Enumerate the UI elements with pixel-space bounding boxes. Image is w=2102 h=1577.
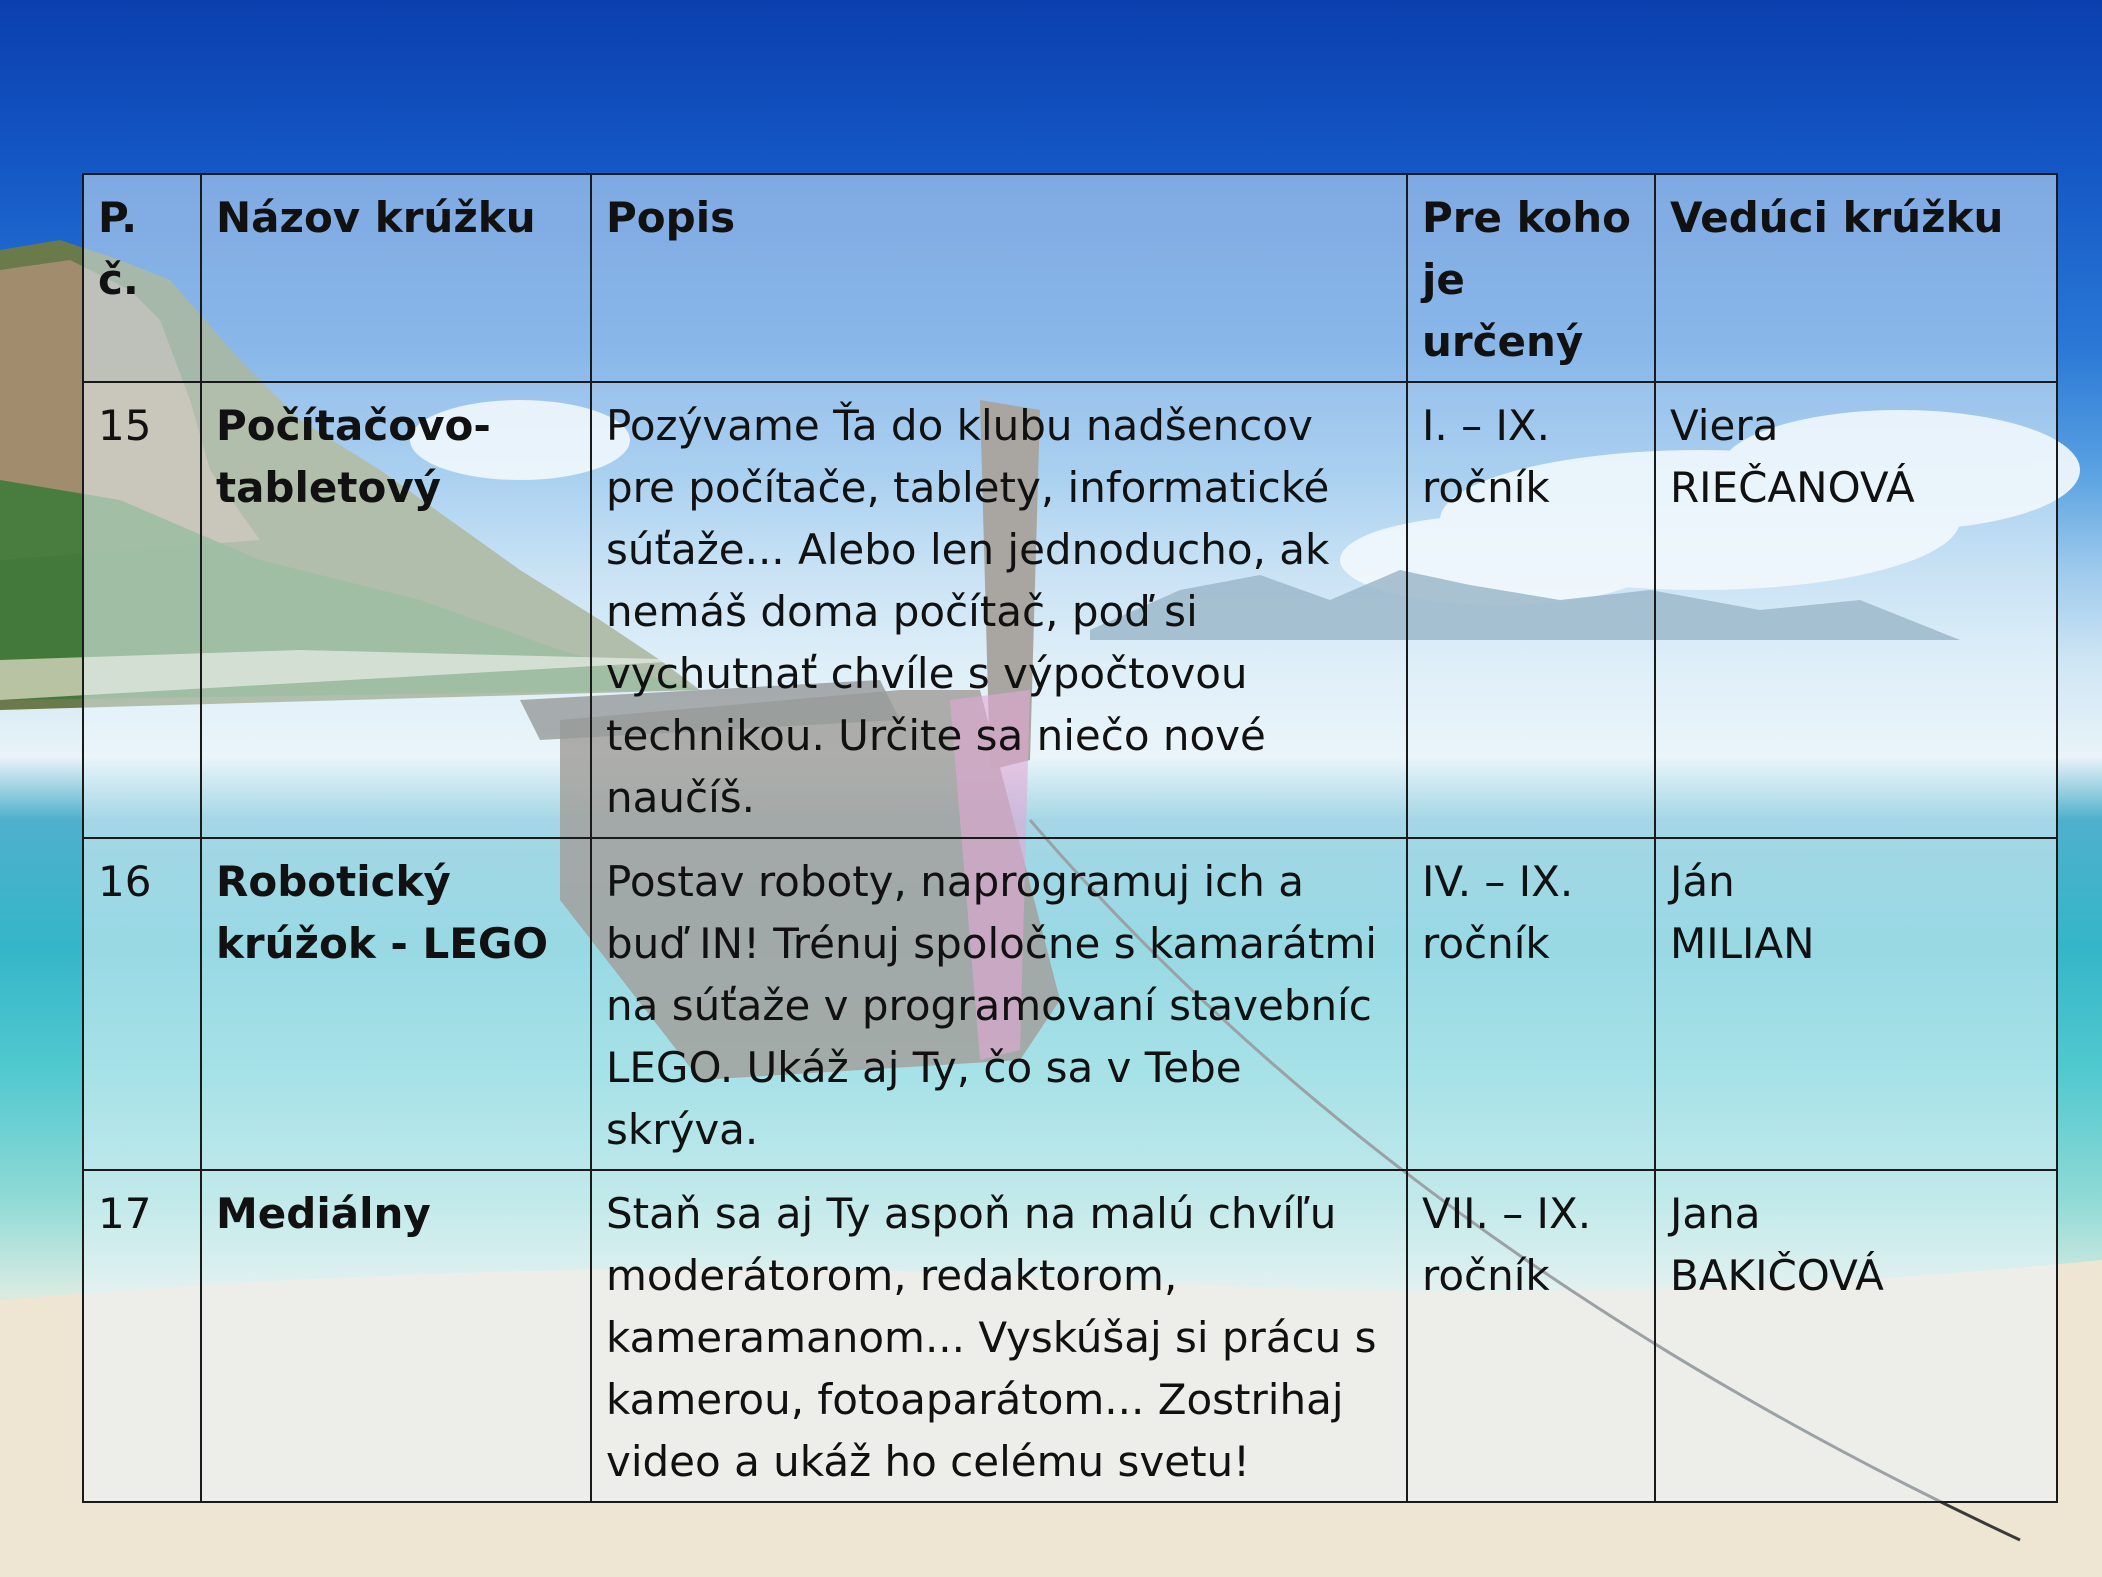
grade-label: ročník [1422, 1251, 1550, 1300]
row-number: 15 [98, 401, 152, 450]
header-leader-label: Vedúci krúžku [1670, 193, 2004, 242]
leader-last-name: RIEČANOVÁ [1670, 463, 1915, 512]
header-leader [1655, 174, 2057, 382]
table-row [83, 382, 2057, 838]
description-line: na súťaže v programovaní stavebníc [606, 981, 1372, 1030]
description-line: kamerou, fotoaparátom... Zostrihaj [606, 1375, 1344, 1424]
header-for-whom-line-2: je určený [1422, 255, 1584, 366]
grade-range: VII. – IX. [1422, 1189, 1592, 1238]
cell-number [83, 838, 201, 1170]
description-line: pre počítače, tablety, informatické [606, 463, 1330, 512]
club-name-line: tabletový [216, 463, 442, 512]
grade-label: ročník [1422, 919, 1550, 968]
header-description [591, 174, 1407, 382]
club-name-line: Robotický [216, 857, 451, 906]
grade-range: IV. – IX. [1422, 857, 1574, 906]
cell-number [83, 382, 201, 838]
cell-leader [1655, 838, 2057, 1170]
header-club-name-label: Názov krúžku [216, 193, 536, 242]
description-line: technikou. Určite sa niečo nové [606, 711, 1266, 760]
description-line: LEGO. Ukáž aj Ty, čo sa v Tebe skrýva. [606, 1043, 1242, 1154]
cell-club-name [201, 382, 591, 838]
leader-first-name: Viera [1670, 401, 1779, 450]
clubs-table [82, 173, 2058, 1503]
cell-club-name [201, 1170, 591, 1502]
leader-last-name: BAKIČOVÁ [1670, 1251, 1884, 1300]
description-line: video a ukáž ho celému svetu! [606, 1437, 1250, 1486]
cell-description [591, 1170, 1407, 1502]
club-name-line: Počítačovo- [216, 401, 491, 450]
table-row [83, 1170, 2057, 1502]
cell-club-name [201, 838, 591, 1170]
table-header-row [83, 174, 2057, 382]
description-line: súťaže... Alebo len jednoducho, ak [606, 525, 1330, 574]
cell-description [591, 838, 1407, 1170]
description-line: Postav roboty, naprogramuj ich a [606, 857, 1304, 906]
club-name-line: krúžok - LEGO [216, 919, 549, 968]
cell-for-whom [1407, 1170, 1655, 1502]
grade-range: I. – IX. [1422, 401, 1550, 450]
header-number [83, 174, 201, 382]
description-line: buď IN! Trénuj spoločne s kamarátmi [606, 919, 1377, 968]
header-number-label: P. č. [98, 193, 139, 304]
cell-leader [1655, 382, 2057, 838]
grade-label: ročník [1422, 463, 1550, 512]
cell-leader [1655, 1170, 2057, 1502]
description-line: naučíš. [606, 773, 755, 822]
leader-first-name: Jana [1670, 1189, 1761, 1238]
row-number: 16 [98, 857, 152, 906]
description-line: vychutnať chvíle s výpočtovou [606, 649, 1248, 698]
cell-number [83, 1170, 201, 1502]
description-line: nemáš doma počítač, poď si [606, 587, 1198, 636]
club-name-line: Mediálny [216, 1189, 431, 1238]
header-club-name [201, 174, 591, 382]
description-line: Pozývame Ťa do klubu nadšencov [606, 401, 1313, 450]
description-line: moderátorom, redaktorom, [606, 1251, 1178, 1300]
cell-for-whom [1407, 838, 1655, 1170]
header-for-whom-line-1: Pre koho [1422, 193, 1632, 242]
leader-last-name: MILIAN [1670, 919, 1815, 968]
table-row [83, 838, 2057, 1170]
row-number: 17 [98, 1189, 152, 1238]
cell-for-whom [1407, 382, 1655, 838]
header-for-whom [1407, 174, 1655, 382]
header-description-label: Popis [606, 193, 736, 242]
description-line: Staň sa aj Ty aspoň na malú chvíľu [606, 1189, 1337, 1238]
leader-first-name: Ján [1670, 857, 1735, 906]
cell-description [591, 382, 1407, 838]
description-line: kameramanom... Vyskúšaj si prácu s [606, 1313, 1377, 1362]
